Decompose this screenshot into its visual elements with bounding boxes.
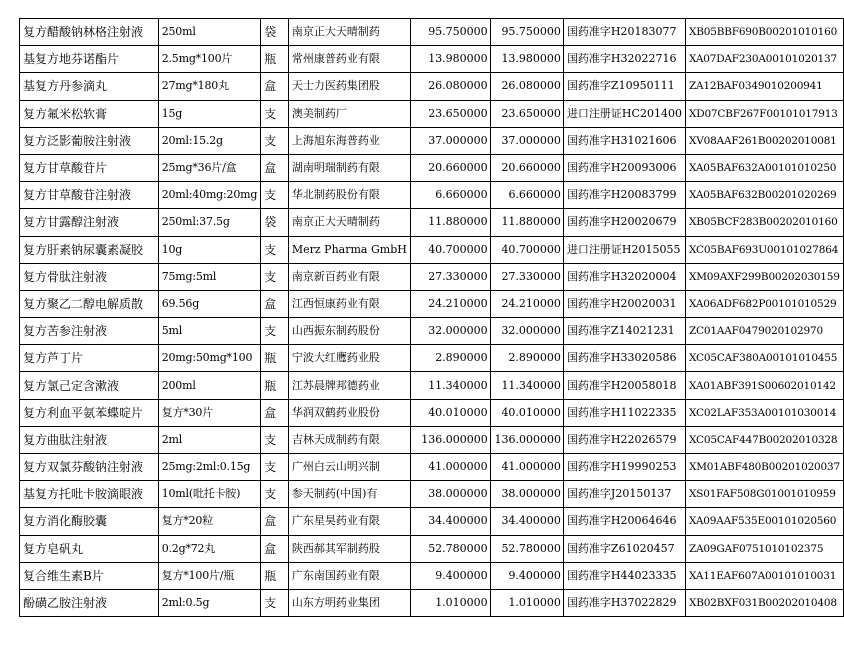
spec-cell[interactable]: 27mg*180丸: [158, 73, 261, 100]
drug-name-cell[interactable]: 复方氯己定含漱液: [20, 372, 159, 399]
drug-code-cell[interactable]: XS01FAF508G01001010959: [685, 481, 843, 508]
unit-cell[interactable]: 支: [261, 182, 289, 209]
table-row[interactable]: [20, 318, 844, 345]
approval-number-cell[interactable]: 国药准字H32020004: [563, 263, 685, 290]
price-cell[interactable]: 9.400000: [490, 562, 563, 589]
drug-name-cell[interactable]: 复方利血平氨苯蝶啶片: [20, 399, 159, 426]
drug-code-cell[interactable]: XM01ABF480B00201020037: [685, 454, 843, 481]
table-row[interactable]: [20, 73, 844, 100]
price-cell[interactable]: 9.400000: [410, 562, 490, 589]
unit-cell[interactable]: 支: [261, 454, 289, 481]
price-cell[interactable]: 136.000000: [410, 426, 490, 453]
drug-name-cell[interactable]: 复方甘草酸苷片: [20, 154, 159, 181]
approval-number-cell[interactable]: 国药准字J20150137: [563, 481, 685, 508]
spec-cell[interactable]: 2ml:0.5g: [158, 589, 261, 616]
drug-name-cell[interactable]: 复方芦丁片: [20, 345, 159, 372]
spec-cell[interactable]: 250ml: [158, 19, 261, 46]
price-cell[interactable]: 26.080000: [410, 73, 490, 100]
drug-code-cell[interactable]: XV08AAF261B00202010081: [685, 127, 843, 154]
unit-cell[interactable]: 袋: [261, 209, 289, 236]
spec-cell[interactable]: 复方*100片/瓶: [158, 562, 261, 589]
spec-cell[interactable]: 15g: [158, 100, 261, 127]
price-cell[interactable]: 37.000000: [490, 127, 563, 154]
spec-cell[interactable]: 69.56g: [158, 290, 261, 317]
unit-cell[interactable]: 瓶: [261, 46, 289, 73]
price-cell[interactable]: 6.660000: [490, 182, 563, 209]
unit-cell[interactable]: 支: [261, 127, 289, 154]
approval-number-cell[interactable]: 国药准字H37022829: [563, 589, 685, 616]
price-cell[interactable]: 52.780000: [410, 535, 490, 562]
price-cell[interactable]: 40.700000: [410, 236, 490, 263]
drug-code-cell[interactable]: XC02LAF353A00101030014: [685, 399, 843, 426]
price-cell[interactable]: 41.000000: [410, 454, 490, 481]
manufacturer-cell[interactable]: 宁波大红鹰药业股: [288, 345, 410, 372]
approval-number-cell[interactable]: 国药准字H20064646: [563, 508, 685, 535]
price-cell[interactable]: 20.660000: [490, 154, 563, 181]
manufacturer-cell[interactable]: 江苏晨牌邦德药业: [288, 372, 410, 399]
approval-number-cell[interactable]: 国药准字H20058018: [563, 372, 685, 399]
price-cell[interactable]: 24.210000: [490, 290, 563, 317]
price-cell[interactable]: 40.010000: [410, 399, 490, 426]
drug-code-cell[interactable]: XA01ABF391S00602010142: [685, 372, 843, 399]
approval-number-cell[interactable]: 国药准字H20183077: [563, 19, 685, 46]
drug-code-cell[interactable]: XC05CAF447B00202010328: [685, 426, 843, 453]
price-cell[interactable]: 52.780000: [490, 535, 563, 562]
price-cell[interactable]: 1.010000: [490, 589, 563, 616]
manufacturer-cell[interactable]: 参天制药(中国)有: [288, 481, 410, 508]
drug-code-cell[interactable]: XB02BXF031B00202010408: [685, 589, 843, 616]
price-cell[interactable]: 6.660000: [410, 182, 490, 209]
approval-number-cell[interactable]: 国药准字H22026579: [563, 426, 685, 453]
unit-cell[interactable]: 瓶: [261, 562, 289, 589]
table-row[interactable]: [20, 562, 844, 589]
unit-cell[interactable]: 支: [261, 263, 289, 290]
unit-cell[interactable]: 盒: [261, 290, 289, 317]
manufacturer-cell[interactable]: 广东星昊药业有限: [288, 508, 410, 535]
drug-name-cell[interactable]: 复合维生素B片: [20, 562, 159, 589]
table-row[interactable]: [20, 290, 844, 317]
spec-cell[interactable]: 5ml: [158, 318, 261, 345]
manufacturer-cell[interactable]: 山西振东制药股份: [288, 318, 410, 345]
spec-cell[interactable]: 10ml(吡托卡胺): [158, 481, 261, 508]
table-row[interactable]: [20, 182, 844, 209]
unit-cell[interactable]: 盒: [261, 73, 289, 100]
price-cell[interactable]: 136.000000: [490, 426, 563, 453]
manufacturer-cell[interactable]: 华润双鹤药业股份: [288, 399, 410, 426]
drug-name-cell[interactable]: 复方甘露醇注射液: [20, 209, 159, 236]
price-cell[interactable]: 32.000000: [410, 318, 490, 345]
approval-number-cell[interactable]: 国药准字H20020679: [563, 209, 685, 236]
drug-price-table: [19, 18, 844, 617]
drug-name-cell[interactable]: 复方聚乙二醇电解质散: [20, 290, 159, 317]
manufacturer-cell[interactable]: Merz Pharma GmbH: [288, 236, 410, 263]
price-cell[interactable]: 27.330000: [410, 263, 490, 290]
table-row[interactable]: [20, 19, 844, 46]
approval-number-cell[interactable]: 国药准字H20093006: [563, 154, 685, 181]
table-row[interactable]: [20, 535, 844, 562]
price-cell[interactable]: 40.700000: [490, 236, 563, 263]
manufacturer-cell[interactable]: 澳美制药厂: [288, 100, 410, 127]
drug-name-cell[interactable]: 基复方丹参滴丸: [20, 73, 159, 100]
table-row[interactable]: [20, 263, 844, 290]
manufacturer-cell[interactable]: 上海旭东海普药业: [288, 127, 410, 154]
unit-cell[interactable]: 支: [261, 318, 289, 345]
price-cell[interactable]: 41.000000: [490, 454, 563, 481]
drug-name-cell[interactable]: 复方双氯芬酸钠注射液: [20, 454, 159, 481]
table-row[interactable]: [20, 100, 844, 127]
table-row[interactable]: [20, 209, 844, 236]
table-row[interactable]: [20, 345, 844, 372]
drug-code-cell[interactable]: XA09AAF535E00101020560: [685, 508, 843, 535]
unit-cell[interactable]: 盒: [261, 535, 289, 562]
spec-cell[interactable]: 20ml:15.2g: [158, 127, 261, 154]
price-cell[interactable]: 23.650000: [490, 100, 563, 127]
price-cell[interactable]: 34.400000: [490, 508, 563, 535]
spec-cell[interactable]: 2.5mg*100片: [158, 46, 261, 73]
manufacturer-cell[interactable]: 吉林天成制药有限: [288, 426, 410, 453]
table-row[interactable]: [20, 236, 844, 263]
manufacturer-cell[interactable]: 天士力医药集团股: [288, 73, 410, 100]
manufacturer-cell[interactable]: 陕西郝其军制药股: [288, 535, 410, 562]
spec-cell[interactable]: 250ml:37.5g: [158, 209, 261, 236]
price-cell[interactable]: 13.980000: [410, 46, 490, 73]
manufacturer-cell[interactable]: 广州白云山明兴制: [288, 454, 410, 481]
approval-number-cell[interactable]: 国药准字Z14021231: [563, 318, 685, 345]
drug-name-cell[interactable]: 复方苦参注射液: [20, 318, 159, 345]
price-cell[interactable]: 2.890000: [490, 345, 563, 372]
drug-code-cell[interactable]: XA06ADF682P00101010529: [685, 290, 843, 317]
approval-number-cell[interactable]: 国药准字H44023335: [563, 562, 685, 589]
unit-cell[interactable]: 支: [261, 100, 289, 127]
table-row[interactable]: [20, 127, 844, 154]
manufacturer-cell[interactable]: 江西恒康药业有限: [288, 290, 410, 317]
spec-cell[interactable]: 10g: [158, 236, 261, 263]
price-cell[interactable]: 11.340000: [490, 372, 563, 399]
manufacturer-cell[interactable]: 南京正大天晴制药: [288, 19, 410, 46]
price-cell[interactable]: 37.000000: [410, 127, 490, 154]
price-cell[interactable]: 27.330000: [490, 263, 563, 290]
unit-cell[interactable]: 瓶: [261, 372, 289, 399]
table-body: [20, 19, 844, 617]
table-row[interactable]: [20, 508, 844, 535]
drug-code-cell[interactable]: XA07DAF230A00101020137: [685, 46, 843, 73]
spec-cell[interactable]: 25mg*36片/盒: [158, 154, 261, 181]
price-cell[interactable]: 32.000000: [490, 318, 563, 345]
price-cell[interactable]: 2.890000: [410, 345, 490, 372]
approval-number-cell[interactable]: 国药准字H32022716: [563, 46, 685, 73]
unit-cell[interactable]: 支: [261, 589, 289, 616]
table-row[interactable]: [20, 426, 844, 453]
price-cell[interactable]: 95.750000: [410, 19, 490, 46]
spec-cell[interactable]: 复方*30片: [158, 399, 261, 426]
drug-code-cell[interactable]: XC05CAF380A00101010455: [685, 345, 843, 372]
price-cell[interactable]: 11.880000: [490, 209, 563, 236]
table-row[interactable]: [20, 481, 844, 508]
price-cell[interactable]: 11.880000: [410, 209, 490, 236]
drug-code-cell[interactable]: ZC01AAF0479020102970: [685, 318, 843, 345]
drug-name-cell[interactable]: 复方皂矾丸: [20, 535, 159, 562]
drug-code-cell[interactable]: ZA09GAF0751010102375: [685, 535, 843, 562]
drug-name-cell[interactable]: 复方氟米松软膏: [20, 100, 159, 127]
price-cell[interactable]: 23.650000: [410, 100, 490, 127]
manufacturer-cell[interactable]: 广东南国药业有限: [288, 562, 410, 589]
spec-cell[interactable]: 0.2g*72丸: [158, 535, 261, 562]
table-row[interactable]: [20, 46, 844, 73]
manufacturer-cell[interactable]: 常州康普药业有限: [288, 46, 410, 73]
price-cell[interactable]: 38.000000: [410, 481, 490, 508]
approval-number-cell[interactable]: 国药准字H20020031: [563, 290, 685, 317]
unit-cell[interactable]: 袋: [261, 19, 289, 46]
approval-number-cell[interactable]: 国药准字H33020586: [563, 345, 685, 372]
spec-cell[interactable]: 25mg:2ml:0.15g: [158, 454, 261, 481]
spec-cell[interactable]: 2ml: [158, 426, 261, 453]
approval-number-cell[interactable]: 国药准字H20083799: [563, 182, 685, 209]
price-cell[interactable]: 20.660000: [410, 154, 490, 181]
approval-number-cell[interactable]: 进口注册证HC201400: [563, 100, 685, 127]
approval-number-cell[interactable]: 国药准字H11022335: [563, 399, 685, 426]
spec-cell[interactable]: 复方*20粒: [158, 508, 261, 535]
spec-cell[interactable]: 20ml:40mg:20mg: [158, 182, 261, 209]
price-cell[interactable]: 26.080000: [490, 73, 563, 100]
drug-name-cell[interactable]: 复方泛影葡胺注射液: [20, 127, 159, 154]
drug-name-cell[interactable]: 复方曲肽注射液: [20, 426, 159, 453]
approval-number-cell[interactable]: 进口注册证H2015055: [563, 236, 685, 263]
drug-code-cell[interactable]: XD07CBF267F00101017913: [685, 100, 843, 127]
drug-code-cell[interactable]: ZA12BAF0349010200941: [685, 73, 843, 100]
spec-cell[interactable]: 75mg:5ml: [158, 263, 261, 290]
price-cell[interactable]: 40.010000: [490, 399, 563, 426]
manufacturer-cell[interactable]: 山东方明药业集团: [288, 589, 410, 616]
table-row[interactable]: [20, 372, 844, 399]
drug-code-cell[interactable]: XC05BAF693U00101027864: [685, 236, 843, 263]
manufacturer-cell[interactable]: 南京正大天晴制药: [288, 209, 410, 236]
drug-code-cell[interactable]: XB05BCF283B00202010160: [685, 209, 843, 236]
drug-name-cell[interactable]: 复方醋酸钠林格注射液: [20, 19, 159, 46]
unit-cell[interactable]: 瓶: [261, 345, 289, 372]
spec-cell[interactable]: 200ml: [158, 372, 261, 399]
price-cell[interactable]: 11.340000: [410, 372, 490, 399]
unit-cell[interactable]: 支: [261, 236, 289, 263]
price-cell[interactable]: 38.000000: [490, 481, 563, 508]
drug-name-cell[interactable]: 基复方地芬诺酯片: [20, 46, 159, 73]
drug-name-cell[interactable]: 酚磺乙胺注射液: [20, 589, 159, 616]
table-row[interactable]: [20, 154, 844, 181]
drug-name-cell[interactable]: 复方肝素钠尿囊素凝胶: [20, 236, 159, 263]
drug-code-cell[interactable]: XA05BAF632A00101010250: [685, 154, 843, 181]
unit-cell[interactable]: 盒: [261, 399, 289, 426]
drug-code-cell[interactable]: XA05BAF632B00201020269: [685, 182, 843, 209]
approval-number-cell[interactable]: 国药准字Z61020457: [563, 535, 685, 562]
table-row[interactable]: [20, 399, 844, 426]
drug-name-cell[interactable]: 复方消化酶胶囊: [20, 508, 159, 535]
manufacturer-cell[interactable]: 华北制药股份有限: [288, 182, 410, 209]
unit-cell[interactable]: 盒: [261, 508, 289, 535]
table-row[interactable]: [20, 454, 844, 481]
drug-name-cell[interactable]: 基复方托吡卡胺滴眼液: [20, 481, 159, 508]
price-cell[interactable]: 34.400000: [410, 508, 490, 535]
manufacturer-cell[interactable]: 湖南明瑞制药有限: [288, 154, 410, 181]
unit-cell[interactable]: 支: [261, 481, 289, 508]
unit-cell[interactable]: 支: [261, 426, 289, 453]
price-cell[interactable]: 1.010000: [410, 589, 490, 616]
spec-cell[interactable]: 20mg:50mg*100: [158, 345, 261, 372]
manufacturer-cell[interactable]: 南京新百药业有限: [288, 263, 410, 290]
drug-name-cell[interactable]: 复方骨肽注射液: [20, 263, 159, 290]
drug-code-cell[interactable]: XM09AXF299B00202030159: [685, 263, 843, 290]
drug-code-cell[interactable]: XB05BBF690B00201010160: [685, 19, 843, 46]
drug-code-cell[interactable]: XA11EAF607A00101010031: [685, 562, 843, 589]
drug-name-cell[interactable]: 复方甘草酸苷注射液: [20, 182, 159, 209]
price-cell[interactable]: 24.210000: [410, 290, 490, 317]
unit-cell[interactable]: 盒: [261, 154, 289, 181]
table-row[interactable]: [20, 589, 844, 616]
price-cell[interactable]: 13.980000: [490, 46, 563, 73]
price-cell[interactable]: 95.750000: [490, 19, 563, 46]
approval-number-cell[interactable]: 国药准字H31021606: [563, 127, 685, 154]
approval-number-cell[interactable]: 国药准字Z10950111: [563, 73, 685, 100]
approval-number-cell[interactable]: 国药准字H19990253: [563, 454, 685, 481]
